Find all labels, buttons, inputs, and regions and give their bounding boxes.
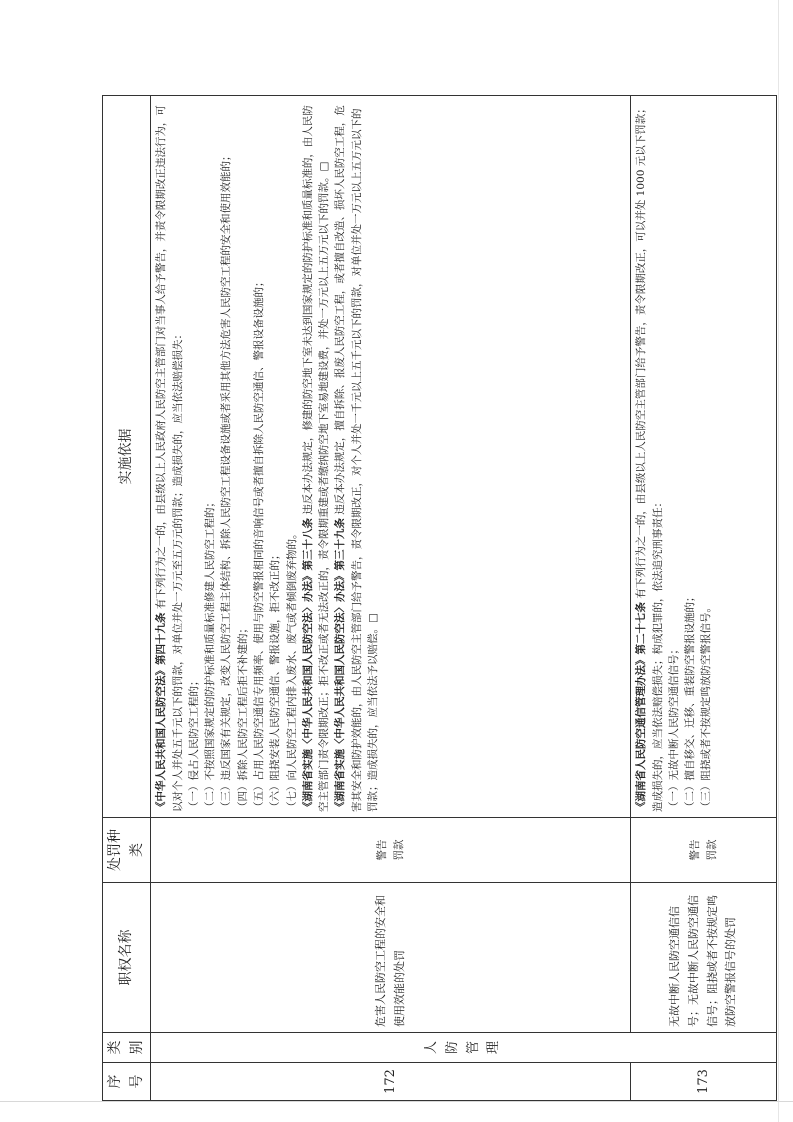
rotated-table-frame <box>102 95 777 1101</box>
penalty-type <box>151 818 631 883</box>
basis-text: （五）占用人民防空通信专用频率、使用与防空警报相同的音响信号或者擅自拆除人民防空通信、警报设备设施的； <box>252 276 265 812</box>
header-row <box>103 96 151 1101</box>
basis-paragraph <box>153 101 186 812</box>
law-title: 《湖南省实施〈中华人民共和国人民防空法〉办法》第三十九条 <box>334 518 347 812</box>
row-number: 173 <box>631 1063 777 1101</box>
basis-paragraph <box>698 101 714 812</box>
law-title: 《中华人民共和国人民防空法》第四十九条 <box>155 612 168 812</box>
basis-text: （三）阻挠或者不按规定鸣放防空警报信号。 <box>700 602 713 812</box>
basis-text: 有下列行为之一的，由县级以上人民政府人民防空主管部门对当事人给予警告，并责令限期改正违法行为，可以对个人并处五千元以下的罚款，对单位并处一万元至五万元的罚款；造成损失的，应当依法赔偿损失： <box>155 105 184 812</box>
basis-text: 违反本办法规定，擅自拆除、报废人民防空工程，或者擅自改造、损坏人民防空工程，危害其安全和防护效能的，由人民防空主管部门给予警告，责令限期改正，对个人并处一千元以上五千元以下的罚款，对单位并处一万元以上五万元以下的罚款；造成损失的，应当依法予以赔偿。□ <box>334 105 379 812</box>
penalty-type <box>631 818 777 883</box>
header-type: 处罚种类 <box>103 818 151 883</box>
basis-paragraph <box>666 101 682 812</box>
category-char: 理 <box>486 1041 502 1055</box>
legal-basis <box>631 96 777 818</box>
legal-basis <box>151 96 631 818</box>
basis-paragraph <box>267 101 283 812</box>
basis-text: （七）向人民防空工程内排入废水、废气或者倾倒废弃物的。 <box>285 528 298 812</box>
basis-paragraph <box>633 101 666 812</box>
category-cell <box>151 1033 777 1063</box>
basis-paragraph <box>235 101 251 812</box>
header-basis: 实施依据 <box>103 96 151 818</box>
table-row <box>631 96 777 1101</box>
header-no: 序号 <box>103 1063 151 1101</box>
penalty-type-line: 罚款 <box>392 839 405 861</box>
power-name: 无故中断人民防空通信信号；无故中断人民防空通信信号；阻挠或者不按规定鸣放防空警报信号的处罚 <box>631 883 777 1033</box>
basis-text: 违反本办法规定，修建的防空地下室未达到国家规定的防护标准和质量标准的，由人民防空主管部门责令限期改正；拒不改正或者无法改正的，责令限期重建或者缴纳防空地下室易地建设费，并处一万元以上五万元以下的罚款。□ <box>301 105 331 812</box>
category-char: 人 <box>424 1041 440 1055</box>
power-name: 危害人民防空工程的安全和使用效能的处罚 <box>151 883 631 1033</box>
basis-paragraph <box>251 101 267 812</box>
penalty-type-line: 罚款 <box>705 839 718 861</box>
basis-text: （三）违反国家有关规定，改变人民防空工程主体结构、拆除人民防空工程设备设施或者采用其他方法危害人民防空工程的安全和使用效能的； <box>220 150 233 812</box>
basis-paragraph <box>300 101 333 812</box>
basis-text: （四）拆除人民防空工程后拒不补建的； <box>236 623 249 812</box>
basis-paragraph <box>284 101 300 812</box>
category-char: 防 <box>444 1041 460 1055</box>
law-title: 《湖南省人民防空通信管理办法》第二十七条 <box>635 602 648 812</box>
basis-text: （二）不按照国家规定的防护标准和质量标准修建人民防空工程的； <box>204 497 217 812</box>
basis-paragraph <box>332 101 381 812</box>
scan-edge <box>778 0 779 1122</box>
penalty-table <box>102 95 777 1101</box>
rotated-table-wrapper <box>102 95 777 1101</box>
basis-text: （六）阻挠安装人民防空通信、警报设施，拒不改正的； <box>269 549 282 812</box>
penalty-type-line: 警告 <box>376 839 389 861</box>
basis-text: （一）侵占人民防空工程的； <box>187 675 200 812</box>
basis-paragraph <box>186 101 202 812</box>
basis-paragraph <box>682 101 698 812</box>
row-number: 172 <box>151 1063 631 1101</box>
header-name: 职权名称 <box>103 883 151 1033</box>
table-row <box>151 96 631 1101</box>
basis-text: 有下列行为之一的，由县级以上人民防空主管部门给予警告，责令限期改正，可以并处 1000 元以下罚款；造成损失的，应当依法赔偿损失；构成犯罪的，依法追究刑事责任： <box>635 103 664 812</box>
law-title: 《湖南省实施〈中华人民共和国人民防空法〉办法》第三十八条 <box>301 518 314 812</box>
basis-paragraph <box>218 101 234 812</box>
basis-text: （二）擅自移交、迁移、重装防空警报设施的； <box>684 591 697 812</box>
header-category: 类别 <box>103 1033 151 1063</box>
penalty-type-line: 警告 <box>688 839 701 861</box>
basis-text: （一）无故中断人民防空通信信号； <box>667 644 680 812</box>
basis-paragraph <box>202 101 218 812</box>
category-char: 管 <box>465 1041 481 1055</box>
scan-bottom-line <box>0 1101 793 1102</box>
